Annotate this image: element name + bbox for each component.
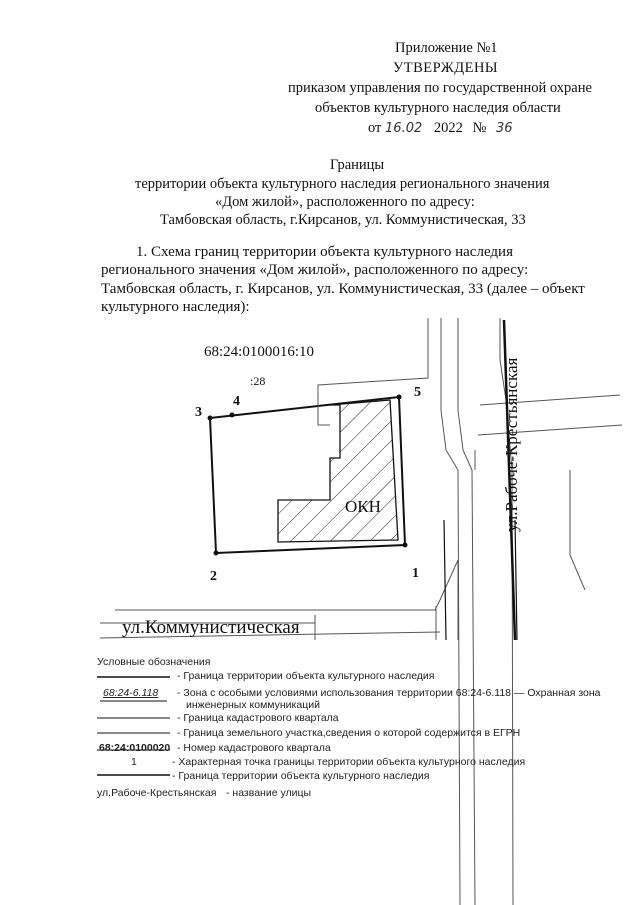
legend-sample-zone: 68:24-6.118 [103, 687, 159, 699]
legend-sample-street: ул.Рабоче-Крестьянская [97, 787, 217, 799]
appendix-label: Приложение №1 [395, 40, 498, 56]
legend-sample-point: 1 [131, 756, 137, 768]
title-line-2: территории объекта культурного наследия регионального значения [135, 176, 550, 192]
legend-item-quarter-number: - Номер кадастрового квартала [177, 742, 331, 754]
legend-item-street: - название улицы [226, 787, 312, 799]
point-label-5: 5 [414, 385, 421, 400]
point-2 [214, 551, 219, 556]
legend-item-quarter-boundary: - Граница кадастрового квартала [177, 712, 339, 724]
parcel-number-label: :28 [250, 374, 266, 388]
cadastral-quarter-label: 68:24:0100016:10 [204, 344, 315, 360]
title-line-1: Границы [330, 157, 385, 173]
legend-title: Условные обозначения [97, 656, 211, 668]
order-line-1: приказом управления по государственной охране [288, 80, 592, 96]
point-label-4: 4 [233, 394, 240, 409]
handwritten-date: 16.02 [385, 121, 423, 136]
street-label-vertical: ул.Рабоче-Крестьянская [502, 357, 521, 532]
order-line-2: объектов культурного наследия области [315, 100, 561, 116]
okn-building [278, 400, 398, 542]
point-label-3: 3 [195, 405, 202, 420]
legend-item-point: - Характерная точка границы территории объекта культурного наследия [172, 756, 526, 768]
approved-label: УТВЕРЖДЕНЫ [393, 60, 499, 76]
legend-item-zone: - Зона с особыми условиями использования территории 68:24-6.118 — Охранная зона [177, 687, 601, 699]
number-sign: № [472, 120, 487, 136]
street-label-horizontal: ул.Коммунистическая [122, 617, 300, 638]
legend-item-okn-boundary-2: - Граница территории объекта культурного наследия [172, 770, 430, 782]
paragraph-line-2: регионального значения «Дом жилой», расположенного по адресу: [101, 262, 529, 278]
legend-sample-quarter-number: 68:24:0100020 [99, 742, 171, 754]
title-line-4: Тамбовская область, г.Кирсанов, ул. Коммунистическая, 33 [160, 212, 526, 228]
date-prefix: от [368, 120, 382, 136]
point-4 [230, 413, 235, 418]
paragraph-line-3: Тамбовская область, г. Кирсанов, ул. Коммунистическая, 33 (далее – объект [101, 281, 585, 297]
point-5 [397, 395, 402, 400]
order-year: 2022 [433, 120, 463, 136]
legend-item-parcel-boundary: - Граница земельного участка,сведения о которой содержится в ЕГРН [177, 727, 521, 739]
point-label-1: 1 [412, 566, 419, 581]
point-label-2: 2 [210, 569, 217, 584]
point-1 [403, 543, 408, 548]
legend-item-okn-boundary: - Граница территории объекта культурного наследия [177, 670, 435, 682]
point-3 [208, 416, 213, 421]
handwritten-number: 36 [495, 121, 513, 136]
title-line-3: «Дом жилой», расположенного по адресу: [215, 194, 475, 210]
legend-item-zone-cont: инженерных коммуникаций [186, 699, 320, 711]
paragraph-line-4: культурного наследия): [101, 299, 250, 315]
paragraph-line-1: 1. Схема границ территории объекта культурного наследия [136, 244, 513, 260]
okn-label: ОКН [345, 497, 381, 516]
